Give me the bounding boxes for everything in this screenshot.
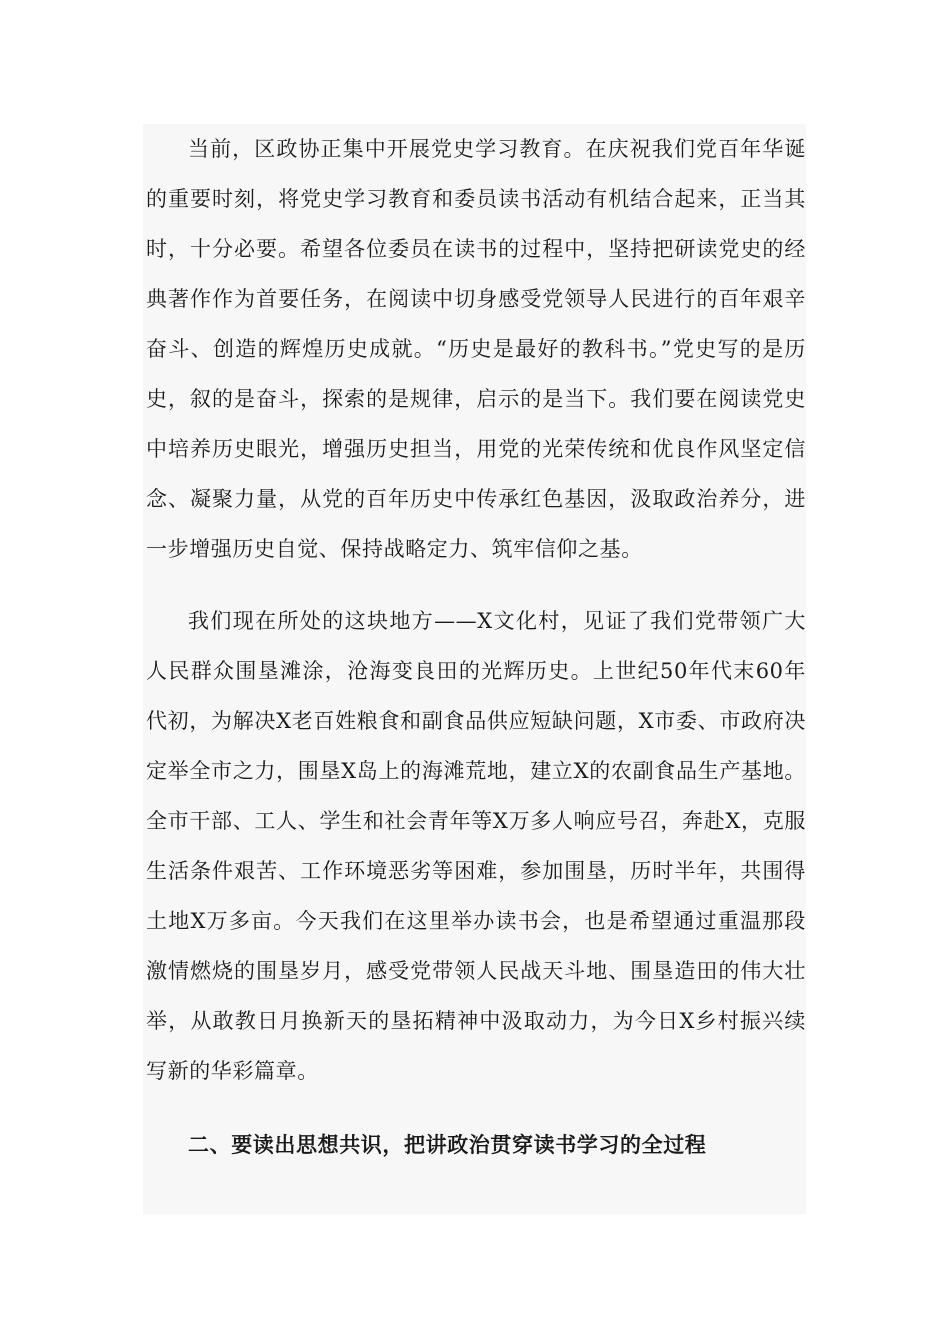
paragraph-culture-village: 我们现在所处的这块地方——X文化村，见证了我们党带领广大人民群众围垦滩涂，沧海变良田的光辉历史。上世纪50年代末60年代初，为解决X老百姓粮食和副食品供应短缺问题，X市委、市政府决定举全市之力，围垦X岛上的海滩荒地，建立X的农副食品生产基地。全市干部、工人、学生和社会青年等X万多人响应号召，奔赴X，克服生活条件艰苦、工作环境恶劣等困难，参加围垦，历时半年，共围得土地X万多亩。今天我们在这里举办读书会，也是希望通过重温那段激情燃烧的围垦岁月，感受党带领人民战天斗地、围垦造田的伟大壮举，从敢教日月换新天的垦拓精神中汲取动力，为今日X乡村振兴续写新的华彩篇章。 — [146, 609, 806, 1083]
document-body — [146, 124, 806, 1170]
paragraph-party-history-study: 当前，区政协正集中开展党史学习教育。在庆祝我们党百年华诞的重要时刻，将党史学习教育和委员读书活动有机结合起来，正当其时，十分必要。希望各位委员在读书的过程中，坚持把研读党史的经典著作作为首要任务，在阅读中切身感受党领导人民进行的百年艰辛奋斗、创造的辉煌历史成就。“历史是最好的教科书。”党史写的是历史，叙的是奋斗，探索的是规律，启示的是当下。我们要在阅读党史中培养历史眼光，增强历史担当，用党的光荣传统和优良作风坚定信念、凝聚力量，从党的百年历史中传承红色基因，汲取政治养分，进一步增强历史自觉、保持战略定力、筑牢信仰之基。 — [146, 137, 806, 561]
section-heading: 二、要读出思想共识，把讲政治贯穿读书学习的全过程 — [188, 1132, 707, 1157]
